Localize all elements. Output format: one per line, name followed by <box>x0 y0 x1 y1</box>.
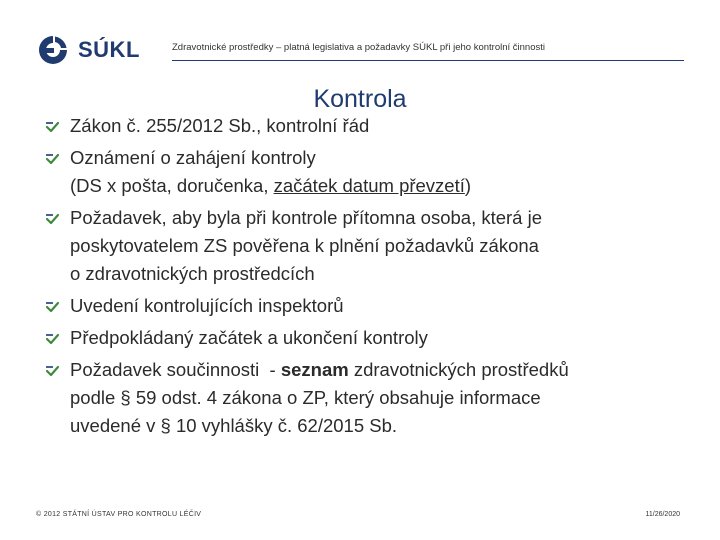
bullet-line: o zdravotnických prostředcích <box>70 263 315 284</box>
bullet-item <box>40 324 690 352</box>
bullet-text: Zákon č. 255/2012 Sb., kontrolní řád <box>70 115 370 136</box>
bullet-item <box>40 144 690 200</box>
bullet-item <box>40 204 690 288</box>
header-caption: Zdravotnické prostředky – platná legislativa a požadavky SÚKL při jeho kontrolní činnosti <box>172 42 545 53</box>
bullet-subtext-underlined: začátek datum převzetí <box>273 175 465 196</box>
bullet-line: uvedené v § 10 vyhlášky č. 62/2015 Sb. <box>70 415 398 436</box>
slide-title: Kontrola <box>313 84 407 113</box>
checkmark-bullet-icon <box>45 212 60 226</box>
bullet-line: poskytovatelem ZS pověřena k plnění požadavků zákona <box>70 235 539 256</box>
checkmark-bullet-icon <box>45 152 60 166</box>
checkmark-bullet-icon <box>45 300 60 314</box>
sukl-logo <box>36 30 140 70</box>
header-divider <box>172 60 684 61</box>
footer-copyright: © 2012 STÁTNÍ ÚSTAV PRO KONTROLU LÉČIV <box>36 511 202 518</box>
bullet-line <box>70 356 690 384</box>
bullet-line: podle § 59 odst. 4 zákona o ZP, který obsahuje informace <box>70 387 541 408</box>
bullet-text-bold: seznam <box>280 359 349 380</box>
footer-date: 11/26/2020 <box>645 511 680 518</box>
bullet-line: Požadavek, aby byla při kontrole přítomna osoba, která je <box>70 207 543 228</box>
checkmark-bullet-icon <box>45 120 60 134</box>
bullet-item <box>40 292 690 320</box>
logo-text: SÚKL <box>78 37 140 62</box>
sukl-logo-icon <box>36 33 70 67</box>
bullet-subtext-start: (DS x pošta, doručenka, <box>70 175 274 196</box>
checkmark-bullet-icon <box>45 332 60 346</box>
bullet-text: Oznámení o zahájení kontroly <box>70 147 316 168</box>
checkmark-bullet-icon <box>45 364 60 378</box>
bullet-subtext <box>70 172 690 200</box>
bullet-item <box>40 112 690 140</box>
bullet-item <box>40 356 690 440</box>
bullet-text: Uvedení kontrolujících inspektorů <box>70 295 344 316</box>
bullet-text-start: Požadavek součinnosti - <box>70 359 281 380</box>
bullet-list <box>40 112 690 444</box>
bullet-text-end: zdravotnických prostředků <box>348 359 569 380</box>
bullet-text: Předpokládaný začátek a ukončení kontroly <box>70 327 428 348</box>
bullet-subtext-end: ) <box>464 175 472 196</box>
